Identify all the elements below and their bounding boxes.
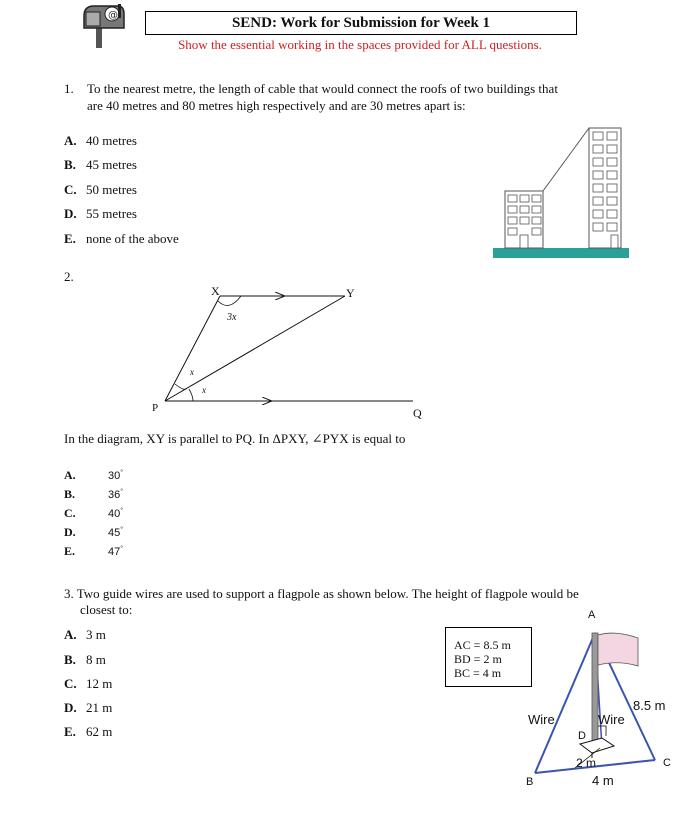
length-bc-label: 4 m: [592, 773, 614, 788]
q1-text-line1: To the nearest metre, the length of cable that would connect the roofs of two buildings that: [87, 81, 558, 96]
q3-option[interactable]: A. 3 m: [64, 627, 106, 642]
given-bc: BC = 4 m: [454, 666, 502, 680]
label-p-point: P: [152, 402, 159, 414]
q3-option[interactable]: E. 62 m: [64, 724, 113, 739]
q1-number: 1.: [64, 81, 74, 96]
flag-label-b: B: [526, 776, 534, 788]
page-title: SEND: Work for Submission for Week 1: [145, 11, 577, 35]
q3-text-line1: 3. Two guide wires are used to support a flagpole as shown below. The height of flagpole would be: [64, 586, 579, 601]
flag-label-a: A: [588, 609, 596, 621]
q2-option[interactable]: C. 40°: [64, 506, 124, 520]
q1-text-line2: are 40 metres and 80 metres high respectively and are 30 metres apart is:: [87, 98, 466, 113]
angle-3x-label: 3x: [227, 312, 237, 323]
given-values-box: [445, 627, 532, 687]
label-y-point: Y: [346, 286, 355, 300]
q3-text-line2: closest to:: [80, 602, 133, 617]
q3-option[interactable]: C. 12 m: [64, 676, 113, 691]
length-ac-label: 8.5 m: [633, 698, 666, 713]
label-q-point: Q: [413, 406, 422, 420]
q2-option[interactable]: A. 30°: [64, 468, 124, 482]
q2-option[interactable]: D. 45°: [64, 525, 124, 539]
q1-option[interactable]: B. 45 metres: [64, 157, 137, 172]
wire-label-right: Wire: [598, 712, 625, 727]
q3-option[interactable]: D. 21 m: [64, 700, 113, 715]
flag-label-d: D: [578, 730, 586, 742]
q2-option[interactable]: E. 47°: [64, 544, 124, 558]
q1-option[interactable]: A. 40 metres: [64, 133, 137, 148]
buildings-diagram: [493, 125, 630, 260]
q3-option[interactable]: B. 8 m: [64, 652, 106, 667]
q1-option[interactable]: C. 50 metres: [64, 182, 137, 197]
given-ac: AC = 8.5 m: [454, 638, 511, 652]
mailbox-icon: [78, 2, 128, 50]
angle-x-label: x: [190, 367, 194, 377]
page-subtitle: Show the essential working in the spaces provided for ALL questions.: [178, 37, 542, 52]
label-x-point: X: [211, 284, 220, 298]
q2-option[interactable]: B. 36°: [64, 487, 124, 501]
q2-text: In the diagram, XY is parallel to PQ. In ΔPXY, ∠PYX is equal to: [64, 431, 406, 446]
svg-text:@: @: [108, 10, 118, 21]
angle-x-label: x: [202, 385, 206, 395]
length-bd-label: 2 m: [576, 756, 597, 770]
q1-option[interactable]: D. 55 metres: [64, 206, 137, 221]
q1-option[interactable]: E. none of the above: [64, 231, 179, 246]
q2-number: 2.: [64, 269, 74, 284]
given-bd: BD = 2 m: [454, 652, 502, 666]
parallel-lines-diagram: [145, 280, 435, 420]
wire-label-left: Wire: [528, 712, 555, 727]
flag-label-c: C: [663, 757, 671, 769]
